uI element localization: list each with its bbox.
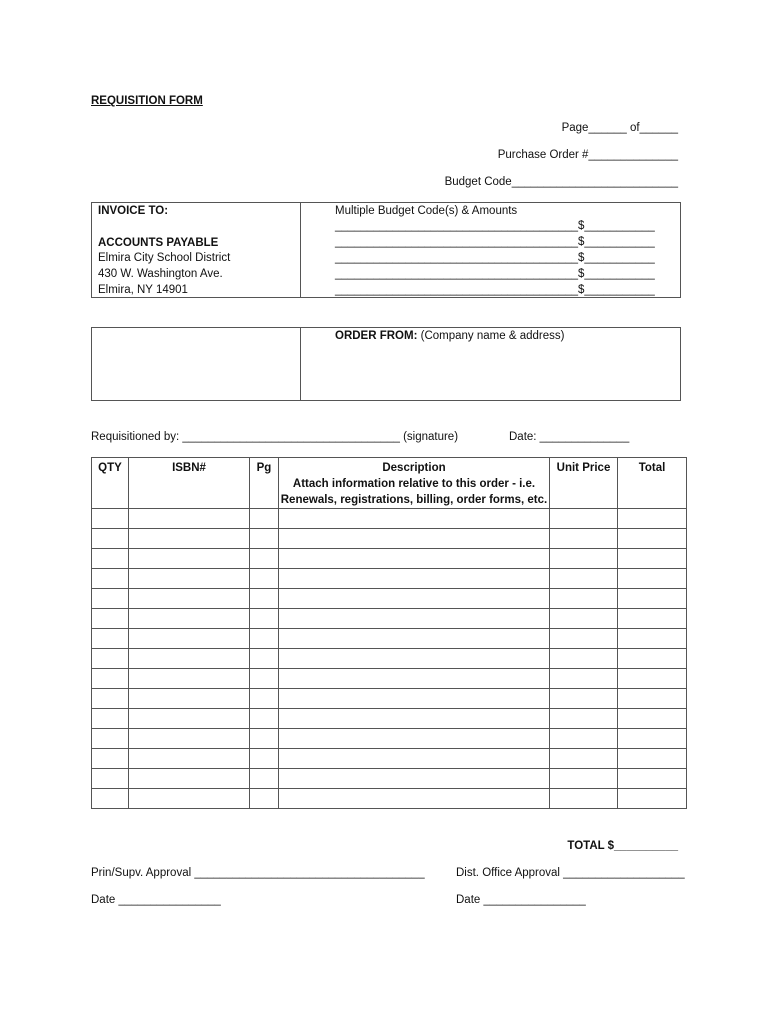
table-row bbox=[92, 769, 687, 789]
qty-cell[interactable] bbox=[92, 589, 129, 609]
pg-cell[interactable] bbox=[250, 629, 279, 649]
table-row bbox=[92, 629, 687, 649]
qty-cell[interactable] bbox=[92, 749, 129, 769]
isbn-cell[interactable] bbox=[129, 649, 250, 669]
pg-cell[interactable] bbox=[250, 769, 279, 789]
unit-price-cell[interactable] bbox=[550, 609, 618, 629]
total-cell[interactable] bbox=[618, 749, 687, 769]
total-cell[interactable] bbox=[618, 549, 687, 569]
pg-cell[interactable] bbox=[250, 749, 279, 769]
budget-code-line[interactable]: ______________________________________$___________ bbox=[335, 284, 655, 296]
unit-price-cell[interactable] bbox=[550, 769, 618, 789]
unit-price-cell[interactable] bbox=[550, 589, 618, 609]
isbn-cell[interactable] bbox=[129, 609, 250, 629]
unit-price-cell[interactable] bbox=[550, 649, 618, 669]
isbn-cell[interactable] bbox=[129, 549, 250, 569]
table-row bbox=[92, 789, 687, 809]
description-cell[interactable] bbox=[279, 629, 550, 649]
pg-cell[interactable] bbox=[250, 529, 279, 549]
total-cell[interactable] bbox=[618, 729, 687, 749]
isbn-cell[interactable] bbox=[129, 789, 250, 809]
description-header-note1: Attach information relative to this order - i.e. bbox=[292, 478, 536, 490]
description-header bbox=[279, 458, 550, 509]
page-number-field[interactable]: Page______ of______ bbox=[561, 122, 678, 134]
qty-cell[interactable] bbox=[92, 549, 129, 569]
total-cell[interactable] bbox=[618, 709, 687, 729]
qty-cell[interactable] bbox=[92, 789, 129, 809]
budget-code-line[interactable]: ______________________________________$___________ bbox=[335, 220, 655, 232]
invoice-to-heading: INVOICE TO: bbox=[98, 205, 169, 217]
unit-price-cell[interactable] bbox=[550, 529, 618, 549]
description-header-note2: Renewals, registrations, billing, order forms, etc. bbox=[280, 494, 548, 506]
unit-price-cell[interactable] bbox=[550, 729, 618, 749]
pg-cell[interactable] bbox=[250, 709, 279, 729]
order-from-divider bbox=[300, 327, 301, 401]
items-table-body bbox=[92, 509, 687, 809]
pg-cell[interactable] bbox=[250, 589, 279, 609]
qty-cell[interactable] bbox=[92, 669, 129, 689]
requisition-date-field[interactable]: Date: ______________ bbox=[509, 431, 630, 443]
table-row bbox=[92, 549, 687, 569]
total-cell[interactable] bbox=[618, 629, 687, 649]
total-cell[interactable] bbox=[618, 649, 687, 669]
qty-cell[interactable] bbox=[92, 729, 129, 749]
table-row bbox=[92, 669, 687, 689]
unit-price-cell[interactable] bbox=[550, 569, 618, 589]
isbn-cell[interactable] bbox=[129, 569, 250, 589]
pg-cell[interactable] bbox=[250, 509, 279, 529]
principal-approval-field[interactable]: Prin/Supv. Approval ____________________________________ bbox=[91, 867, 425, 879]
budget-code-line[interactable]: ______________________________________$___________ bbox=[335, 268, 655, 280]
description-cell[interactable] bbox=[279, 529, 550, 549]
principal-approval-date-field[interactable]: Date ________________ bbox=[91, 894, 221, 906]
pg-cell[interactable] bbox=[250, 669, 279, 689]
invoice-address-line2: 430 W. Washington Ave. bbox=[98, 268, 223, 280]
unit-price-cell[interactable] bbox=[550, 509, 618, 529]
unit-price-cell[interactable] bbox=[550, 549, 618, 569]
description-cell[interactable] bbox=[279, 569, 550, 589]
description-header-title: Description bbox=[382, 462, 446, 474]
budget-code-line[interactable]: ______________________________________$___________ bbox=[335, 236, 655, 248]
qty-cell[interactable] bbox=[92, 709, 129, 729]
qty-cell[interactable] bbox=[92, 629, 129, 649]
total-cell[interactable] bbox=[618, 589, 687, 609]
table-row bbox=[92, 689, 687, 709]
unit-price-cell[interactable] bbox=[550, 689, 618, 709]
isbn-cell[interactable] bbox=[129, 629, 250, 649]
table-row bbox=[92, 589, 687, 609]
table-row bbox=[92, 529, 687, 549]
invoice-address-line3: Elmira, NY 14901 bbox=[98, 284, 188, 296]
budget-codes-heading: Multiple Budget Code(s) & Amounts bbox=[335, 205, 518, 217]
unit-price-header: Unit Price bbox=[550, 458, 618, 509]
budget-code-line[interactable]: ______________________________________$___________ bbox=[335, 252, 655, 264]
description-cell[interactable] bbox=[279, 749, 550, 769]
district-approval-date-field[interactable]: Date ________________ bbox=[456, 894, 586, 906]
description-cell[interactable] bbox=[279, 709, 550, 729]
qty-cell[interactable] bbox=[92, 529, 129, 549]
pg-cell[interactable] bbox=[250, 609, 279, 629]
isbn-cell[interactable] bbox=[129, 509, 250, 529]
total-cell[interactable] bbox=[618, 789, 687, 809]
total-cell[interactable] bbox=[618, 769, 687, 789]
order-from-hint: (Company name & address) bbox=[420, 330, 565, 342]
qty-cell[interactable] bbox=[92, 609, 129, 629]
description-cell[interactable] bbox=[279, 789, 550, 809]
table-row bbox=[92, 729, 687, 749]
isbn-cell[interactable] bbox=[129, 769, 250, 789]
total-cell[interactable] bbox=[618, 689, 687, 709]
description-cell[interactable] bbox=[279, 649, 550, 669]
items-table bbox=[91, 457, 687, 809]
qty-cell[interactable] bbox=[92, 509, 129, 529]
isbn-header: ISBN# bbox=[129, 458, 250, 509]
budget-code-field[interactable]: Budget Code__________________________ bbox=[444, 176, 678, 188]
description-cell[interactable] bbox=[279, 689, 550, 709]
description-cell[interactable] bbox=[279, 509, 550, 529]
isbn-cell[interactable] bbox=[129, 729, 250, 749]
description-cell[interactable] bbox=[279, 549, 550, 569]
pg-cell[interactable] bbox=[250, 729, 279, 749]
description-cell[interactable] bbox=[279, 609, 550, 629]
qty-cell[interactable] bbox=[92, 769, 129, 789]
unit-price-cell[interactable] bbox=[550, 669, 618, 689]
table-row bbox=[92, 609, 687, 629]
pg-header: Pg bbox=[250, 458, 279, 509]
table-row bbox=[92, 709, 687, 729]
table-row bbox=[92, 749, 687, 769]
form-title: REQUISITION FORM bbox=[91, 95, 203, 107]
isbn-cell[interactable] bbox=[129, 709, 250, 729]
isbn-cell[interactable] bbox=[129, 669, 250, 689]
unit-price-cell[interactable] bbox=[550, 629, 618, 649]
total-cell[interactable] bbox=[618, 569, 687, 589]
order-from-heading: ORDER FROM: bbox=[335, 330, 418, 342]
qty-cell[interactable] bbox=[92, 569, 129, 589]
description-cell[interactable] bbox=[279, 669, 550, 689]
accounts-payable-label: ACCOUNTS PAYABLE bbox=[98, 237, 219, 249]
table-row bbox=[92, 509, 687, 529]
isbn-cell[interactable] bbox=[129, 589, 250, 609]
total-cell[interactable] bbox=[618, 669, 687, 689]
isbn-cell[interactable] bbox=[129, 749, 250, 769]
unit-price-cell[interactable] bbox=[550, 709, 618, 729]
total-header: Total bbox=[618, 458, 687, 509]
invoice-address-line1: Elmira City School District bbox=[98, 252, 231, 264]
pg-cell[interactable] bbox=[250, 689, 279, 709]
total-cell[interactable] bbox=[618, 509, 687, 529]
grand-total-field[interactable]: TOTAL $__________ bbox=[567, 840, 678, 852]
district-office-approval-field[interactable]: Dist. Office Approval ___________________ bbox=[456, 867, 685, 879]
table-row bbox=[92, 569, 687, 589]
unit-price-cell[interactable] bbox=[550, 749, 618, 769]
qty-cell[interactable] bbox=[92, 689, 129, 709]
requisitioned-by-field[interactable]: Requisitioned by: __________________________________ (signature) bbox=[91, 431, 459, 443]
pg-cell[interactable] bbox=[250, 549, 279, 569]
table-row bbox=[92, 649, 687, 669]
total-cell[interactable] bbox=[618, 609, 687, 629]
qty-cell[interactable] bbox=[92, 649, 129, 669]
invoice-divider bbox=[300, 202, 301, 298]
description-cell[interactable] bbox=[279, 729, 550, 749]
purchase-order-field[interactable]: Purchase Order #______________ bbox=[497, 149, 678, 161]
qty-header: QTY bbox=[92, 458, 129, 509]
description-cell[interactable] bbox=[279, 769, 550, 789]
total-cell[interactable] bbox=[618, 529, 687, 549]
isbn-cell[interactable] bbox=[129, 529, 250, 549]
order-from-label bbox=[335, 330, 564, 342]
pg-cell[interactable] bbox=[250, 569, 279, 589]
pg-cell[interactable] bbox=[250, 649, 279, 669]
unit-price-cell[interactable] bbox=[550, 789, 618, 809]
isbn-cell[interactable] bbox=[129, 689, 250, 709]
description-cell[interactable] bbox=[279, 589, 550, 609]
pg-cell[interactable] bbox=[250, 789, 279, 809]
